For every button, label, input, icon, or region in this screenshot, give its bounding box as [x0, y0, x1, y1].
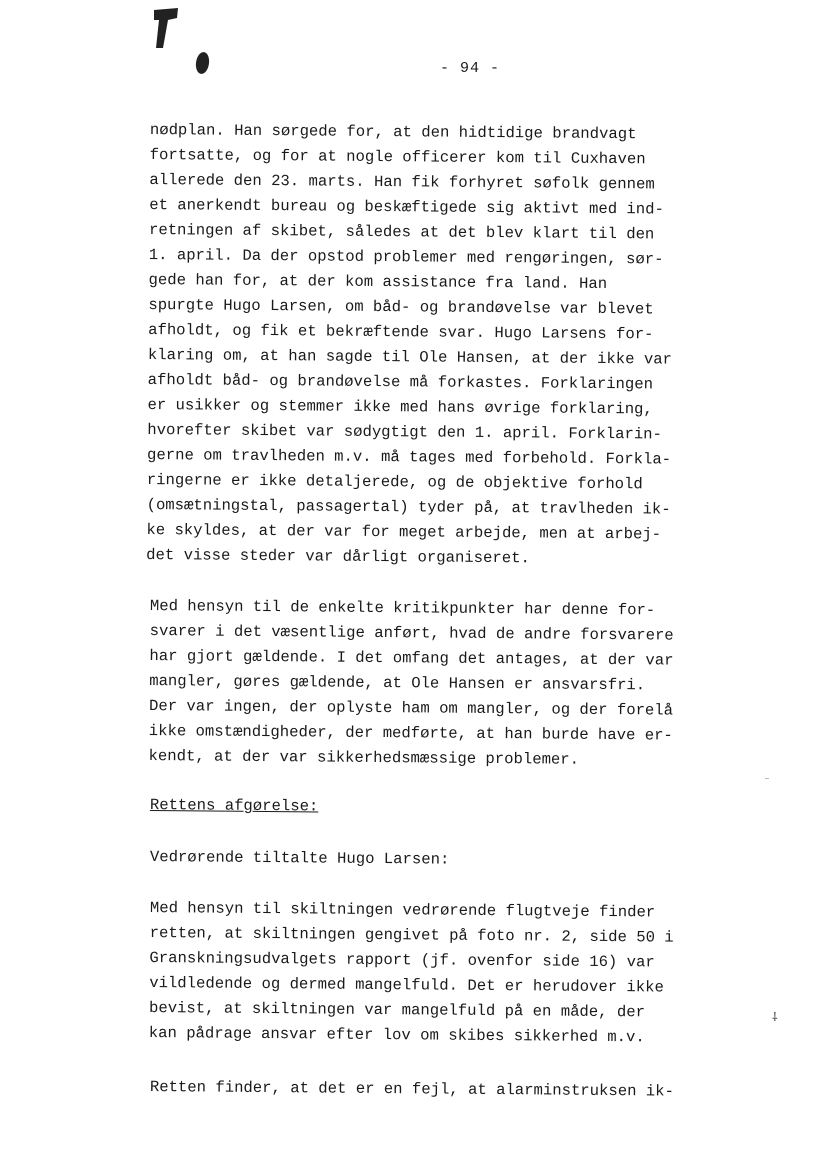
punch-hole-mark	[195, 51, 211, 75]
margin-mark: ⸸	[772, 1011, 778, 1025]
section-heading: Rettens afgørelse:	[149, 795, 319, 816]
scan-mark	[150, 8, 180, 48]
scan-speck	[765, 778, 769, 779]
page-number: - 94 -	[440, 60, 501, 77]
paragraph-1: nødplan. Han sørgede for, at den hidtidige brandvagt fortsatte, og for at nogle officerer kom til Cuxhaven allerede den 23. marts. Han fik forhyret søfolk gennem et anerkendt bureau og beskæftigede sig aktivt med ind- retningen af skibet, således at det blev klart til den 1. april. Da der opstod problemer med rengøringen, sør- gede han for, at der kom assistance fra land. Han spurgte Hugo Larsen, om båd- og brandøvelse var blevet afholdt, og fik et bekræftende svar. Hugo Larsens for- klaring om, at han sagde til Ole Hansen, at der ikke var afholdt båd- og brandøvelse må forkastes. Forklaringen er usikker og stemmer ikke med hans øvrige forklaring, hvorefter skibet var sødygtigt den 1. april. Forklarin- gerne om travlheden m.v. må tages med forbehold. Forkla- ringerne er ikke detaljerede, og de objektive forhold (omsætningstal, passagertal) tyder på, at travlheden ik- ke skyldes, at der var for meget arbejde, men at arbej- det visse steder var dårligt organiseret.	[146, 120, 673, 568]
subheading: Vedrørende tiltalte Hugo Larsen:	[149, 847, 450, 869]
paragraph-4: Retten finder, at det er en fejl, at alarminstruksen ik-	[149, 1077, 675, 1101]
paragraph-3: Med hensyn til skiltningen vedrørende flugtveje finder retten, at skiltningen gengivet på foto nr. 2, side 50 i Granskningsudvalgets rapport (jf. ovenfor side 16) var vildledende og dermed mangelfuld. Det er herudover ikke bevist, at skiltningen var mangelfuld på en måde, der kan pådrage ansvar efter lov om skibes sikkerhed m.v.	[148, 898, 674, 1047]
paragraph-2: Med hensyn til de enkelte kritikpunkter har denne for- svarer i det væsentlige anført, hvad de andre forsvarere har gjort gældende. I det omfang det antages, at der var mangler, gøres gældende, at Ole Hansen er ansvarsfri. Der var ingen, der oplyste ham om mangler, og der forelå ikke omstændigheder, der medførte, at han burde have er- kendt, at der var sikkerhedsmæssige problemer.	[148, 596, 674, 769]
